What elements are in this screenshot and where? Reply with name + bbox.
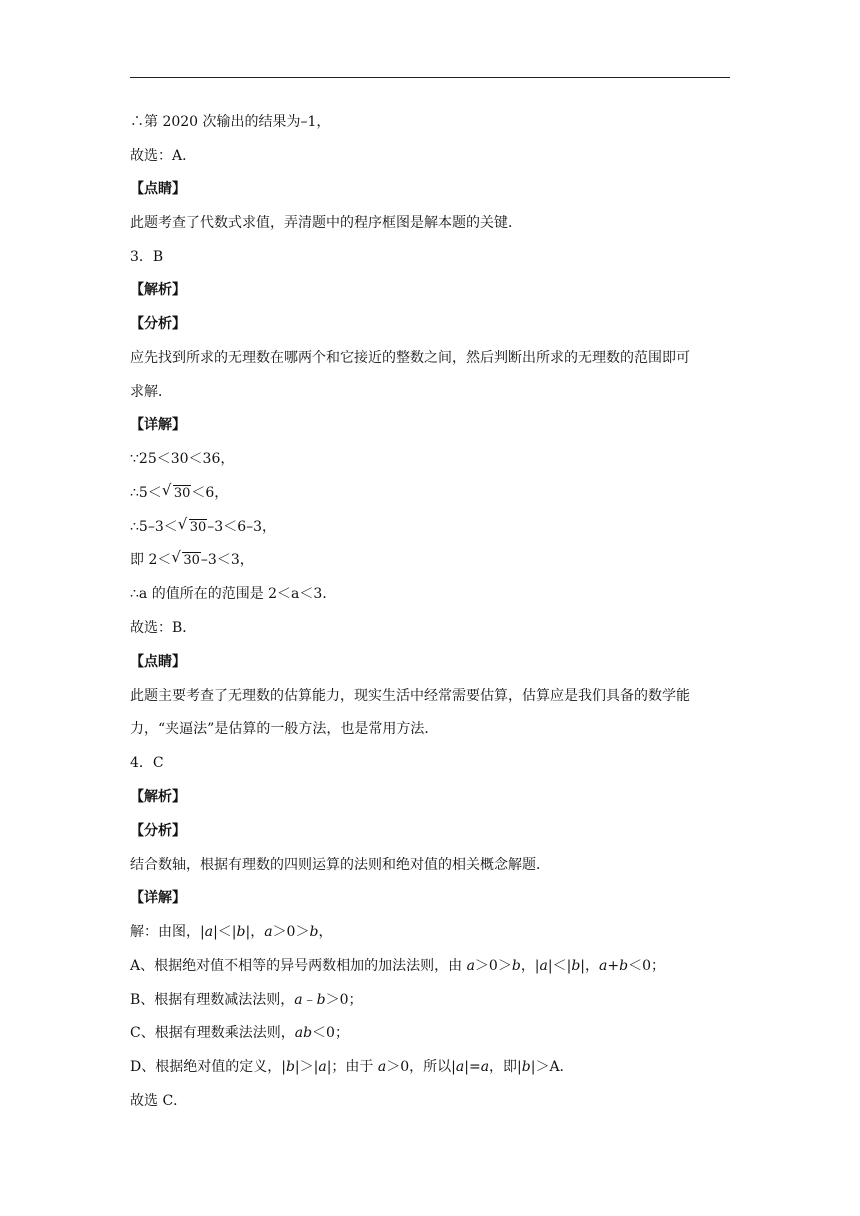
radical-sign: √ xyxy=(177,515,188,533)
math-text: A、根据绝对值不相等的异号两数相加的加法法则，由 xyxy=(130,958,467,974)
section-heading: 【分析】 xyxy=(130,316,186,332)
math-variable: b xyxy=(511,958,521,974)
math-text: |＜| xyxy=(547,958,572,974)
radicand: 30 xyxy=(189,520,207,535)
math-variable: a xyxy=(480,1059,490,1075)
math-variable: b xyxy=(309,924,319,940)
radicand: 30 xyxy=(173,486,191,501)
math-text: ＜0； xyxy=(312,1025,349,1041)
section-heading: 【详解】 xyxy=(130,417,186,433)
text-line: 力，“夹逼法”是估算的一般方法，也是常用方法． xyxy=(130,721,439,737)
math-line xyxy=(130,483,745,504)
text-line: 应先找到所求的无理数在哪两个和它接近的整数之间，然后判断出所求的无理数的范围即可 xyxy=(130,350,690,366)
math-text: D、根据绝对值的定义，| xyxy=(130,1059,286,1075)
header-rule xyxy=(130,77,730,78)
text-line: 结合数轴，根据有理数的四则运算的法则和绝对值的相关概念解题． xyxy=(130,857,550,873)
math-text: |＞A． xyxy=(530,1059,574,1075)
math-variable: b xyxy=(236,924,246,940)
math-text: ＞0，所以| xyxy=(386,1059,456,1075)
math-line xyxy=(130,1023,745,1043)
section-heading: 【点睛】 xyxy=(130,654,186,670)
radical-sign: √ xyxy=(161,481,172,499)
math-text: ， xyxy=(318,924,333,940)
sqrt-expression xyxy=(171,550,201,571)
math-variable: ab xyxy=(294,1025,313,1041)
math-variable: b xyxy=(316,992,326,1008)
text-line: 故选：B． xyxy=(130,620,197,636)
math-variable: a xyxy=(377,1059,387,1075)
sqrt-expression xyxy=(162,483,192,504)
math-text: |＜| xyxy=(213,924,237,940)
math-variable: a xyxy=(318,1059,327,1075)
text-line: 此题主要考查了无理数的估算能力，现实生活中经常需要估算，估算应是我们具备的数学能 xyxy=(130,688,690,704)
math-text: ∴5＜ xyxy=(130,485,162,501)
math-text: ＞0＞ xyxy=(272,924,310,940)
math-variable: a xyxy=(204,924,214,940)
math-variable: a xyxy=(599,958,608,974)
text-line: ∵25＜30＜36， xyxy=(130,451,235,467)
math-text: |＞| xyxy=(294,1059,319,1075)
math-line xyxy=(130,956,745,976)
sqrt-expression xyxy=(178,517,208,538)
math-text: ＞0＞ xyxy=(474,958,512,974)
section-heading: 【解析】 xyxy=(130,282,186,298)
math-line xyxy=(130,517,745,538)
math-text: + xyxy=(607,958,620,974)
math-text: ∴5–3＜ xyxy=(130,519,178,535)
math-variable: a xyxy=(294,992,303,1008)
math-line xyxy=(130,990,745,1010)
math-text: ＜0； xyxy=(628,958,665,974)
math-variable: b xyxy=(571,958,581,974)
math-line xyxy=(130,550,745,571)
math-text: 即 2＜ xyxy=(130,552,172,568)
math-variable: a xyxy=(466,958,475,974)
text-line: 故选 C． xyxy=(130,1093,188,1109)
math-text: |；由于 xyxy=(326,1059,378,1075)
section-heading: 【详解】 xyxy=(130,890,186,906)
math-variable: a xyxy=(455,1059,465,1075)
text-line: 此题考查了代数式求值，弄清题中的程序框图是解本题的关键． xyxy=(130,215,522,231)
math-text: –3＜6–3， xyxy=(207,519,277,535)
math-line xyxy=(130,922,745,942)
text-line: ∴第 2020 次输出的结果为–1， xyxy=(130,114,331,130)
math-text: ，| xyxy=(520,958,540,974)
math-text: |， xyxy=(580,958,600,974)
math-text: |， xyxy=(245,924,265,940)
math-text: –3＜3， xyxy=(200,552,254,568)
question-number: 3．B xyxy=(130,249,164,265)
math-text: ﹣ xyxy=(302,992,317,1008)
math-text: ＜6， xyxy=(191,485,229,501)
math-text: C、根据有理数乘法法则， xyxy=(130,1025,295,1041)
math-variable: b xyxy=(619,958,629,974)
math-variable: a xyxy=(264,924,273,940)
question-number: 4．C xyxy=(130,755,164,771)
text-line: ∴a 的值所在的范围是 2＜a＜3． xyxy=(130,586,337,602)
math-text: B、根据有理数减法法则， xyxy=(130,992,295,1008)
section-heading: 【解析】 xyxy=(130,789,186,805)
text-line: 故选：A． xyxy=(130,148,197,164)
math-variable: b xyxy=(521,1059,531,1075)
math-text: ，即| xyxy=(489,1059,522,1075)
radical-sign: √ xyxy=(171,548,181,566)
math-text: 解：由图，| xyxy=(130,924,205,940)
math-variable: a xyxy=(539,958,548,974)
text-line: 求解． xyxy=(130,384,172,400)
radicand: 30 xyxy=(183,553,200,568)
section-heading: 【点睛】 xyxy=(130,181,186,197)
math-text: |= xyxy=(464,1059,481,1075)
math-variable: b xyxy=(285,1059,295,1075)
math-text: ＞0； xyxy=(325,992,363,1008)
section-heading: 【分析】 xyxy=(130,823,186,839)
math-line xyxy=(130,1057,745,1077)
